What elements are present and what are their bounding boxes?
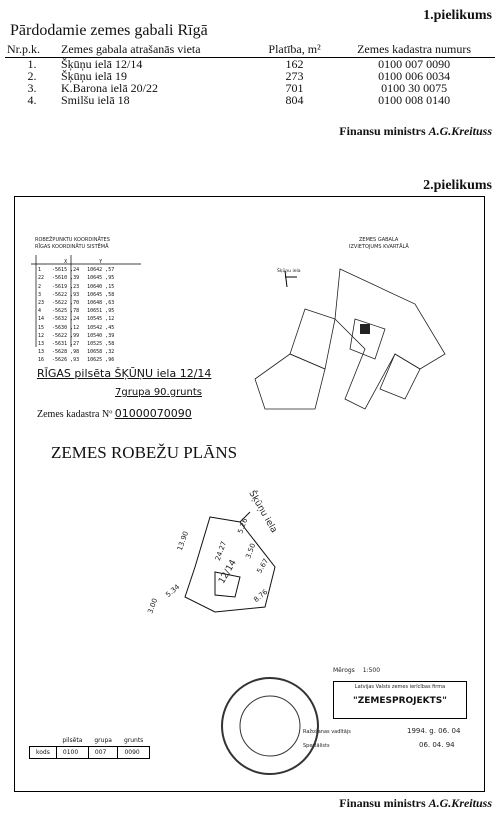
coord-cell: 2: [38, 283, 42, 290]
coord-cell: -5622 ,93: [52, 291, 80, 298]
code-header: grunts: [123, 737, 144, 744]
location-title-2: IZVIETOJUMS KVARTĀLĀ: [349, 244, 409, 250]
coord-cell: 10540 ,39: [87, 332, 115, 339]
appendix-1-title: Pārdodamie zemes gabali Rīgā: [10, 22, 208, 39]
parcel-number: 12/14: [217, 558, 239, 586]
location-map: [245, 259, 465, 429]
code-table: [29, 735, 150, 759]
sign-row-1: Ražošanas vadītājs: [303, 729, 351, 735]
coord-cell: 3: [38, 291, 42, 298]
dim-5: 5.67: [255, 557, 271, 575]
cell-no: 4.: [27, 93, 37, 107]
cell-location: Šķūņu ielā 12/14: [61, 57, 143, 71]
dim-7: 8.76: [252, 587, 270, 605]
coord-cell: 13: [38, 349, 45, 356]
cell-area: 804: [285, 93, 304, 107]
stamp-circle: [215, 671, 325, 781]
coord-cell: 22: [38, 275, 45, 282]
plan-title: ZEMES ROBEŽU PLĀNS: [51, 443, 238, 462]
coord-row: [35, 308, 117, 314]
coord-header: Y: [99, 259, 103, 265]
cell-area: 701: [285, 81, 304, 95]
coord-row: [35, 267, 117, 273]
appendix-2-label: 2.pielikums: [423, 178, 492, 193]
cell-area: 273: [285, 69, 304, 83]
coord-cell: 1: [38, 267, 42, 274]
coord-row: [35, 325, 117, 331]
signature-1-role: Finansu ministrs: [339, 124, 426, 138]
col-header-area: Platība, m²: [256, 42, 333, 58]
signature-2-role: Finansu ministrs: [339, 796, 426, 810]
sign-date-2: 06. 04. 94: [419, 741, 455, 749]
cell-cadastre: 0100 008 0140: [378, 93, 451, 107]
signature-1: [339, 124, 492, 139]
coord-row: [35, 357, 117, 363]
dim-4: 3.50: [244, 542, 258, 560]
dim-2: 5.26: [236, 517, 250, 535]
coord-cell: 14: [38, 316, 45, 323]
coord-title-2: RĪGAS KOORDINĀTU SISTĒMĀ: [35, 244, 109, 250]
coord-row: [35, 349, 117, 355]
col-header-location: Zemes gabala atrašanās vieta: [59, 42, 256, 58]
coord-cell: -5631 ,27: [52, 341, 80, 348]
signature-1-name: A.G.Kreituss: [428, 124, 492, 138]
coord-row: [35, 341, 117, 347]
coord-header-row: [35, 259, 117, 265]
parcel-sketch: [155, 497, 325, 637]
col-header-cadastre: Zemes kadastra numurs: [333, 42, 495, 58]
coord-cell: 10648 ,63: [87, 300, 115, 307]
sign-row-2: Speciālists: [303, 743, 330, 749]
dim-6: 3.00: [146, 597, 160, 615]
coord-row: [35, 284, 117, 290]
coord-cell: 4: [38, 308, 42, 315]
table-row: [5, 94, 495, 106]
cadastre-value: 01000070090: [114, 407, 192, 420]
cell-no: 3.: [27, 81, 37, 95]
coord-cell: -5610 ,39: [52, 275, 80, 282]
coord-cell: -5626 ,93: [52, 357, 80, 364]
scale-label-text: Mērogs: [333, 667, 355, 674]
coord-cell: 10651 ,95: [87, 308, 115, 315]
code-cell: 0100: [56, 747, 88, 759]
coord-cell: 15: [38, 324, 45, 331]
parcels-table: [5, 42, 495, 106]
code-cell: 0090: [118, 747, 149, 759]
cell-no: 2.: [27, 69, 37, 83]
coord-header: X: [64, 259, 68, 265]
group-line: 7grupa 90.grunts: [115, 387, 202, 398]
dim-1: 13.90: [175, 530, 191, 552]
coord-cell: 10625 ,96: [87, 357, 115, 364]
dim-3: 24.27: [213, 540, 229, 562]
coord-header: [35, 259, 47, 265]
code-header: pilsēta: [62, 737, 83, 744]
code-header-row: [30, 735, 150, 747]
location-title-1: ZEMES GABALA: [359, 237, 399, 243]
coord-row: [35, 333, 117, 339]
coord-cell: 10645 ,95: [87, 275, 115, 282]
scale-label: [333, 667, 380, 674]
dim-8: 5.34: [164, 582, 182, 600]
cell-no: 1.: [27, 57, 37, 71]
signature-2: [339, 796, 492, 811]
coord-cell: 10525 ,58: [87, 341, 115, 348]
coord-cell: -5630 ,12: [52, 324, 80, 331]
parcel-street-label: Šķūņu iela: [246, 489, 279, 535]
coord-row: [35, 275, 117, 281]
coord-cell: 12: [38, 332, 45, 339]
cell-location: K.Barona ielā 20/22: [61, 81, 158, 95]
company-box: [333, 681, 467, 719]
coord-cell: -5622 ,99: [52, 332, 80, 339]
coord-title-1: ROBEŽPUNKTU KOORDINĀTES: [35, 237, 110, 243]
coord-cell: 10645 ,58: [87, 291, 115, 298]
coord-cell: -5619 ,23: [52, 283, 80, 290]
coord-cell: -5628 ,98: [52, 349, 80, 356]
coord-cell: 16: [38, 357, 45, 364]
land-boundary-plan: [14, 196, 485, 792]
company-label: Latvijas Valsts zemes ierīcības firma: [354, 684, 446, 690]
coord-cell: 10640 ,15: [87, 283, 115, 290]
code-cell: 007: [88, 747, 118, 759]
code-header: grupa: [94, 737, 112, 744]
code-row: [30, 747, 150, 759]
coord-cell: -5615 ,24: [52, 267, 80, 274]
signature-2-name: A.G.Kreituss: [428, 796, 492, 810]
coord-row: [35, 300, 117, 306]
sign-date-1: 1994. g. 06. 04: [407, 727, 461, 735]
address-line: RĪGAS pilsēta ŠĶŪŅU iela 12/14: [37, 367, 212, 380]
coord-cell: -5622 ,70: [52, 300, 80, 307]
cadastre-label: Zemes kadastra Nº: [37, 409, 113, 420]
coord-cell: 10545 ,12: [87, 316, 115, 323]
coord-cell: 10642 ,57: [87, 267, 115, 274]
coord-row: [35, 316, 117, 322]
parcels-header-row: [5, 42, 495, 58]
cell-cadastre: 0100 007 0090: [378, 57, 451, 71]
coord-row: [35, 292, 117, 298]
cell-cadastre: 0100 006 0034: [378, 69, 451, 83]
coord-cell: -5632 ,24: [52, 316, 80, 323]
scale-value: 1:500: [362, 667, 381, 674]
cell-location: Šķūņu ielā 19: [61, 69, 127, 83]
cadastre-line: [37, 407, 192, 420]
map-street-label: Šķūņu iela: [277, 269, 301, 274]
coord-cell: 23: [38, 300, 45, 307]
col-header-no: Nr.p.k.: [5, 42, 59, 58]
company-name: "ZEMESPROJEKTS": [353, 696, 447, 706]
coord-cell: 10658 ,32: [87, 349, 115, 356]
code-label: kods: [30, 747, 57, 759]
coordinates-table: [33, 257, 119, 366]
coord-cell: 13: [38, 341, 45, 348]
cell-location: Smilšu ielā 18: [61, 93, 130, 107]
code-blank: [30, 735, 57, 747]
cell-cadastre: 0100 30 0075: [381, 81, 448, 95]
coord-cell: 10542 ,45: [87, 324, 115, 331]
cell-area: 162: [285, 57, 304, 71]
coord-cell: -5625 ,78: [52, 308, 80, 315]
appendix-1-label: 1.pielikums: [423, 8, 492, 23]
